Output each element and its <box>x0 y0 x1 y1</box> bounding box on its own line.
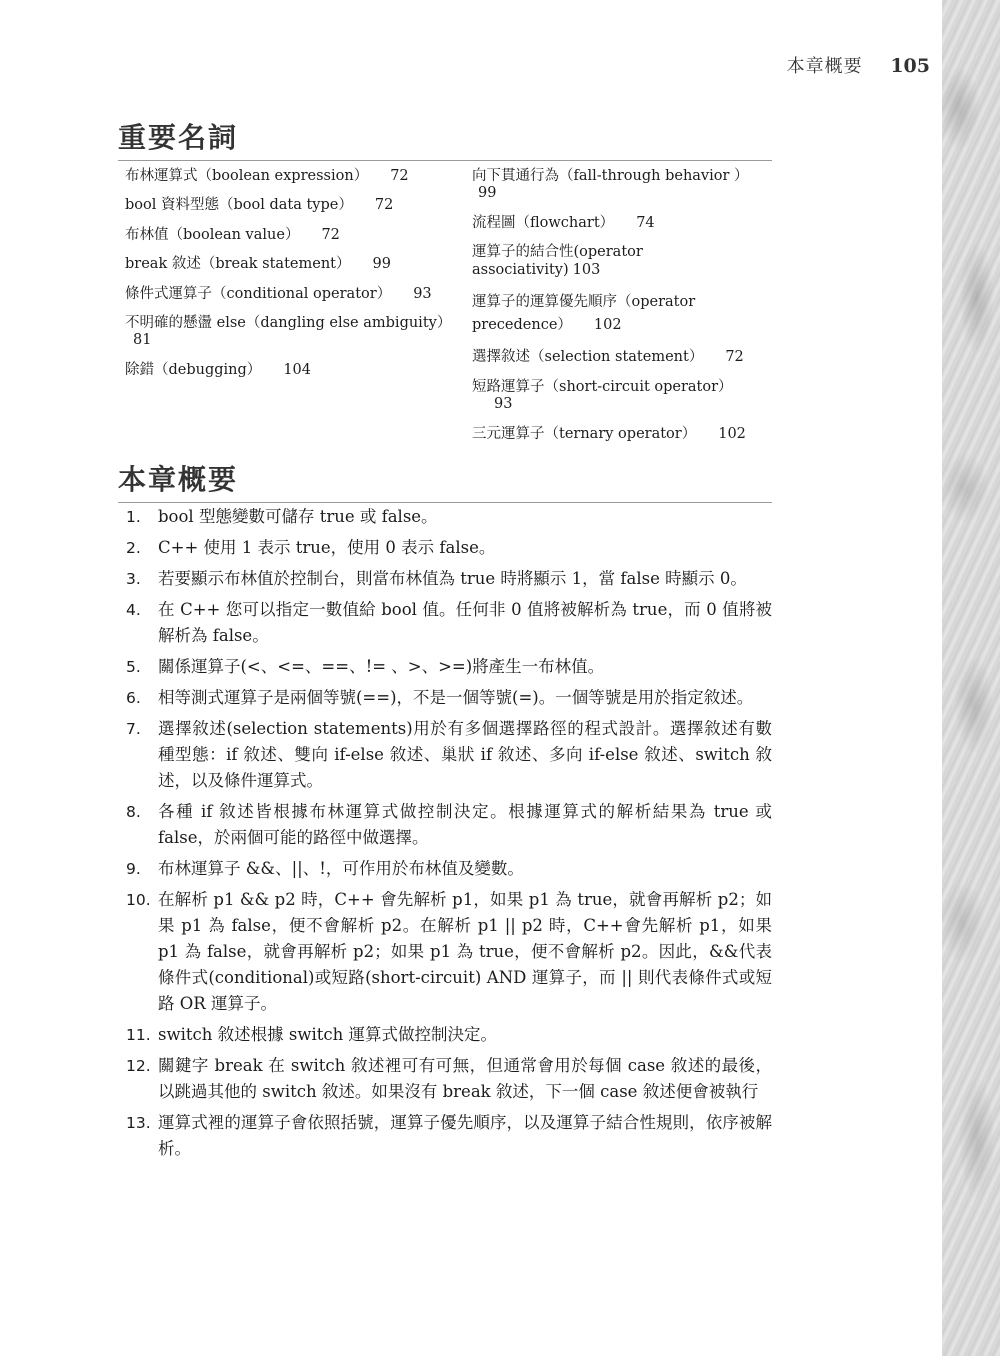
list-item: 5. 關係運算子(<、<=、==、!= 、>、>=)將產生一布林值。 <box>126 657 605 676</box>
running-header <box>740 52 930 78</box>
list-item: 12. 關鍵字 break 在 switch 敘述裡可有可無，但通常會用於每個 case 敘述的最後，以跳過其他的 switch 敘述。如果沒有 break 敘述，下一個 case 敘述便會被執行 <box>126 1056 772 1101</box>
term-item: 向下貫通行為（fall-through behavior ）99 <box>472 168 749 202</box>
term-item: 選擇敘述（selection statement） 72 <box>472 349 744 366</box>
running-header-title: 本章概要 <box>786 56 863 77</box>
key-terms-left-column <box>125 168 465 379</box>
list-item: 10. 在解析 p1 && p2 時，C++ 會先解析 p1，如果 p1 為 true，就會再解析 p2；如果 p1 為 false，便不會解析 p2。在解析 p1 || p2 時，C++會先解析 p1，如果 p1 為 false，就會再解析 p2；如果 p1 為 true，便不會解析 p2。因此，&&代表條件式(conditional)或短路(short-circuit) AND 運算子，而 || 則代表條件式或短路 OR 運算子。 <box>126 890 772 1013</box>
term-item: 運算子的運算優先順序（operator precedence） 102 <box>472 293 696 334</box>
term-item: 不明確的懸盪 else（dangling else ambiguity）81 <box>125 314 452 349</box>
list-item: 6. 相等測式運算子是兩個等號(==)，不是一個等號(=)。一個等號是用於指定敘述。 <box>126 688 754 707</box>
list-item: 13. 運算式裡的運算子會依照括號，運算子優先順序，以及運算子結合性規則，依序被解析。 <box>126 1113 772 1158</box>
term-item: 短路運算子（short-circuit operator）93 <box>472 378 733 413</box>
summary-list <box>126 504 772 1167</box>
key-terms-heading: 重要名詞 <box>118 116 772 161</box>
list-item: 8. 各種 if 敘述皆根據布林運算式做控制決定。根據運算式的解析結果為 true 或 false，於兩個可能的路徑中做選擇。 <box>126 802 772 847</box>
term-item: 除錯（debugging） 104 <box>125 361 311 378</box>
page-number: 105 <box>890 55 930 77</box>
term-item: 三元運算子（ternary operator） 102 <box>472 425 746 442</box>
term-item: 流程圖（flowchart） 74 <box>472 214 655 231</box>
list-item: 1. bool 型態變數可儲存 true 或 false。 <box>126 507 438 526</box>
term-item: 布林運算式（boolean expression） 72 <box>125 168 409 184</box>
key-terms-right-column <box>472 168 772 443</box>
list-item: 3. 若要顯示布林值於控制台，則當布林值為 true 時將顯示 1，當 false 時顯示 0。 <box>126 569 747 588</box>
term-item: 布林值（boolean value） 72 <box>125 226 340 243</box>
term-item: break 敘述（break statement） 99 <box>125 256 391 273</box>
decorative-stone-strip <box>942 0 1000 1356</box>
list-item: 9. 布林運算子 &&、||、!，可作用於布林值及變數。 <box>126 859 524 878</box>
list-item: 11. switch 敘述根據 switch 運算式做控制決定。 <box>126 1025 497 1044</box>
list-item: 2. C++ 使用 1 表示 true，使用 0 表示 false。 <box>126 538 496 557</box>
term-item: bool 資料型態（bool data type） 72 <box>125 197 394 214</box>
term-item: 條件式運算子（conditional operator） 93 <box>125 285 432 302</box>
list-item: 4. 在 C++ 您可以指定一數值給 bool 值。任何非 0 值將被解析為 true，而 0 值將被解析為 false。 <box>126 600 772 645</box>
term-item: 運算子的結合性(operator associativity) 103 <box>472 244 643 278</box>
list-item: 7. 選擇敘述(selection statements)用於有多個選擇路徑的程式設計。選擇敘述有數種型態：if 敘述、雙向 if-else 敘述、巢狀 if 敘述、多向 if-else 敘述、switch 敘述，以及條件運算式。 <box>126 719 772 790</box>
chapter-summary-heading: 本章概要 <box>118 458 772 503</box>
